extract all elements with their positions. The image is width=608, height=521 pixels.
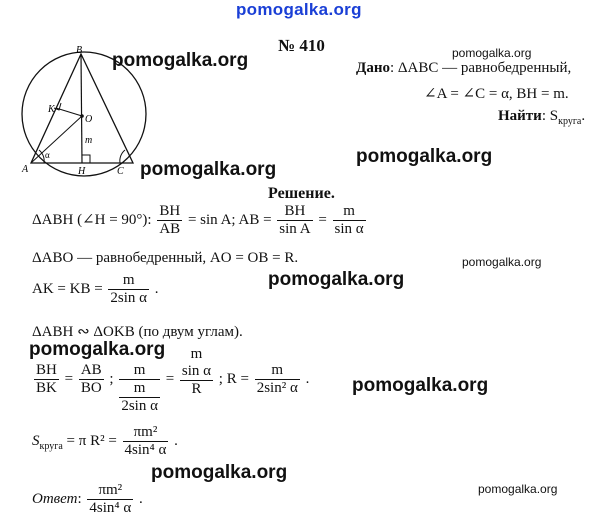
frac-num: πm² — [87, 482, 133, 500]
frac-num: m — [255, 362, 300, 380]
label-alpha: α — [45, 150, 50, 160]
l6-end: . — [174, 432, 178, 449]
solution-line-3 — [32, 272, 159, 307]
segment-ao — [31, 116, 82, 163]
label-b: B — [76, 46, 83, 56]
find-label: Найти — [498, 108, 542, 124]
frac-den: 4sin⁴ α — [89, 500, 132, 516]
answer-end: . — [138, 490, 143, 507]
l3-start: AK = KB = — [32, 280, 103, 297]
l5-end: . — [305, 370, 310, 387]
label-m: m — [85, 135, 93, 146]
answer-colon: : — [77, 490, 82, 507]
l1-mid: = sin A; AB = — [187, 211, 272, 228]
given-line-1 — [356, 60, 571, 77]
frac-num: πm² — [123, 424, 169, 442]
frac-num: m — [119, 362, 160, 380]
frac-den: 2sin² α — [256, 380, 298, 396]
l5-sep2: ; R = — [218, 370, 249, 387]
l5-eq2: = — [165, 370, 175, 387]
frac-num: AB — [80, 362, 102, 378]
label-k: K — [48, 104, 55, 115]
l6-mid: = π R² = — [66, 432, 117, 449]
watermark: pomogalka.org — [112, 50, 249, 71]
watermark-small: pomogalka.org — [462, 255, 542, 269]
find-value: : S — [541, 108, 559, 124]
l5-eq1: = — [64, 370, 74, 387]
answer-fraction — [87, 482, 133, 517]
given-text-1: : ΔABC — равнобедренный, — [389, 60, 572, 76]
frac-num: BH — [159, 203, 181, 219]
fraction-bh-sina — [277, 203, 312, 238]
solution-line-1 — [32, 203, 368, 238]
watermark-small: pomogalka.org — [478, 482, 558, 496]
label-o: O — [85, 114, 93, 125]
frac-den-top: m — [119, 380, 160, 398]
frac-num: m — [333, 203, 366, 221]
right-angle-h — [82, 155, 90, 163]
l3-end: . — [154, 280, 159, 297]
frac-den: BO — [80, 380, 102, 396]
given-label: Дано — [356, 60, 390, 76]
frac-den-bottom: 2sin α — [121, 398, 158, 414]
fraction-bh-bk — [34, 362, 59, 397]
fraction-bh-ab — [157, 203, 182, 238]
label-c: C — [117, 166, 124, 177]
compound-fraction-m-over — [119, 362, 160, 415]
watermark: pomogalka.org — [151, 462, 288, 483]
frac-den: sin A — [279, 221, 311, 237]
fraction-ab-bo — [79, 362, 104, 397]
frac-den: 4sin⁴ α — [124, 442, 167, 458]
frac-num: BH — [277, 203, 312, 221]
l1-eq: = — [318, 211, 327, 228]
given-line-2: ∠A = ∠C = α, BH = m. — [424, 86, 569, 102]
segment-ok — [56, 108, 82, 116]
frac-den: sin α — [334, 221, 364, 237]
solution-heading: Решение. — [268, 185, 335, 202]
label-h: H — [78, 166, 86, 177]
frac-num: m — [108, 272, 149, 290]
frac-num: BH — [36, 362, 57, 378]
center-o — [80, 114, 84, 118]
frac-den: 2sin α — [110, 290, 148, 306]
answer-line — [32, 482, 143, 517]
l5-sep1: ; — [109, 370, 114, 387]
l6-sub: круга — [39, 440, 63, 452]
fraction-m-sinalpha — [333, 203, 366, 238]
l1-start: ΔABH (∠H = 90°): — [32, 211, 152, 228]
watermark: pomogalka.org — [356, 146, 493, 167]
label-a: A — [22, 164, 29, 175]
watermark: pomogalka.org — [352, 375, 489, 396]
frac-top: m — [190, 346, 203, 362]
answer-label: Ответ — [32, 490, 78, 507]
compound-fraction-sinalpha-r — [180, 346, 213, 398]
find-sub: круга — [558, 116, 582, 127]
circle-figure — [14, 46, 154, 186]
problem-number: № 410 — [278, 36, 325, 55]
fraction-pim2-4sin4 — [123, 424, 169, 459]
find-end: . — [581, 108, 586, 124]
solution-line-2: ΔABO — равнобедренный, AO = OB = R. — [32, 250, 299, 266]
watermark-top: pomogalka.org — [236, 0, 362, 19]
watermark: pomogalka.org — [268, 269, 405, 290]
altitude-bh — [81, 54, 82, 163]
solution-line-4: ΔABH ∾ ΔOKB (по двум углам). — [32, 324, 243, 340]
watermark: pomogalka.org — [29, 339, 166, 360]
watermark: pomogalka.org — [140, 159, 277, 180]
fraction-m-2sinalpha — [108, 272, 149, 307]
frac-den: AB — [159, 221, 181, 237]
find-line — [498, 108, 585, 127]
watermark-small: pomogalka.org — [452, 46, 532, 60]
fraction-m-2sin2alpha — [255, 362, 300, 397]
frac-den: R — [191, 381, 202, 397]
l6-s: S — [32, 432, 40, 449]
solution-line-6 — [32, 424, 178, 459]
frac-den: BK — [36, 380, 57, 396]
circumcircle — [22, 52, 146, 176]
frac-num: sin α — [181, 363, 212, 379]
